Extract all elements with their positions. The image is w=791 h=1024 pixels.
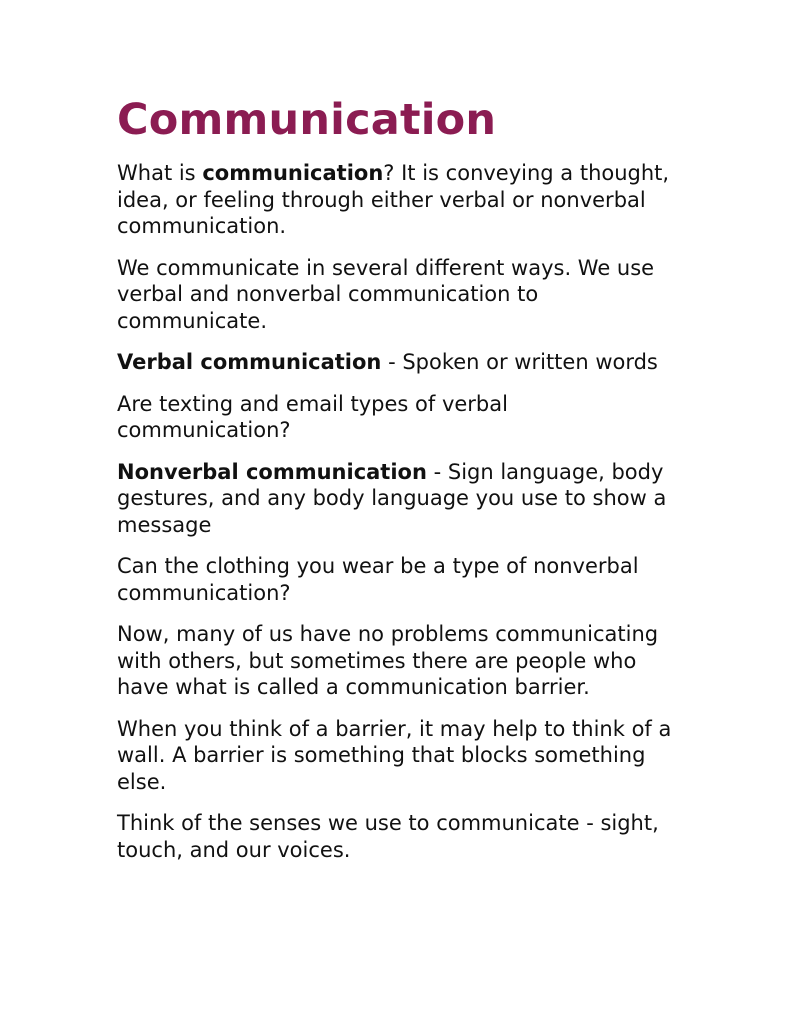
paragraph-barrier-wall: When you think of a barrier, it may help to think of a wall. A barrier is something that blocks something else.	[117, 716, 672, 794]
paragraph-definition	[117, 160, 687, 240]
paragraph-nonverbal	[117, 459, 687, 539]
term-communication: communication	[202, 161, 384, 185]
paragraph-definition-intro: What is	[117, 161, 203, 185]
paragraph-ways: We communicate in several different ways. We use verbal and nonverbal communication to communicate.	[117, 255, 655, 333]
verbal-definition: - Spoken or written words	[381, 350, 658, 374]
paragraph-clothing-question: Can the clothing you wear be a type of nonverbal communication?	[117, 554, 639, 605]
nonverbal-definition: - Sign language, body gestures, and any body language you use to show a message	[117, 459, 667, 537]
paragraph-verbal	[117, 349, 687, 376]
document-page	[117, 92, 687, 878]
paragraph-senses: Think of the senses we use to communicate - sight, touch, and our voices.	[117, 811, 659, 862]
document-title: Communication	[117, 95, 497, 145]
paragraph-barrier-intro: Now, many of us have no problems communicating with others, but sometimes there are people who have what is called a communication barrier.	[117, 622, 659, 699]
paragraph-texting-question: Are texting and email types of verbal communication?	[117, 391, 508, 442]
term-verbal-communication: Verbal communication	[117, 350, 382, 374]
paragraph-definition-body: ? It is conveying a thought, idea, or feeling through either verbal or nonverbal communication.	[117, 161, 670, 238]
term-nonverbal-communication: Nonverbal communication	[117, 459, 427, 484]
